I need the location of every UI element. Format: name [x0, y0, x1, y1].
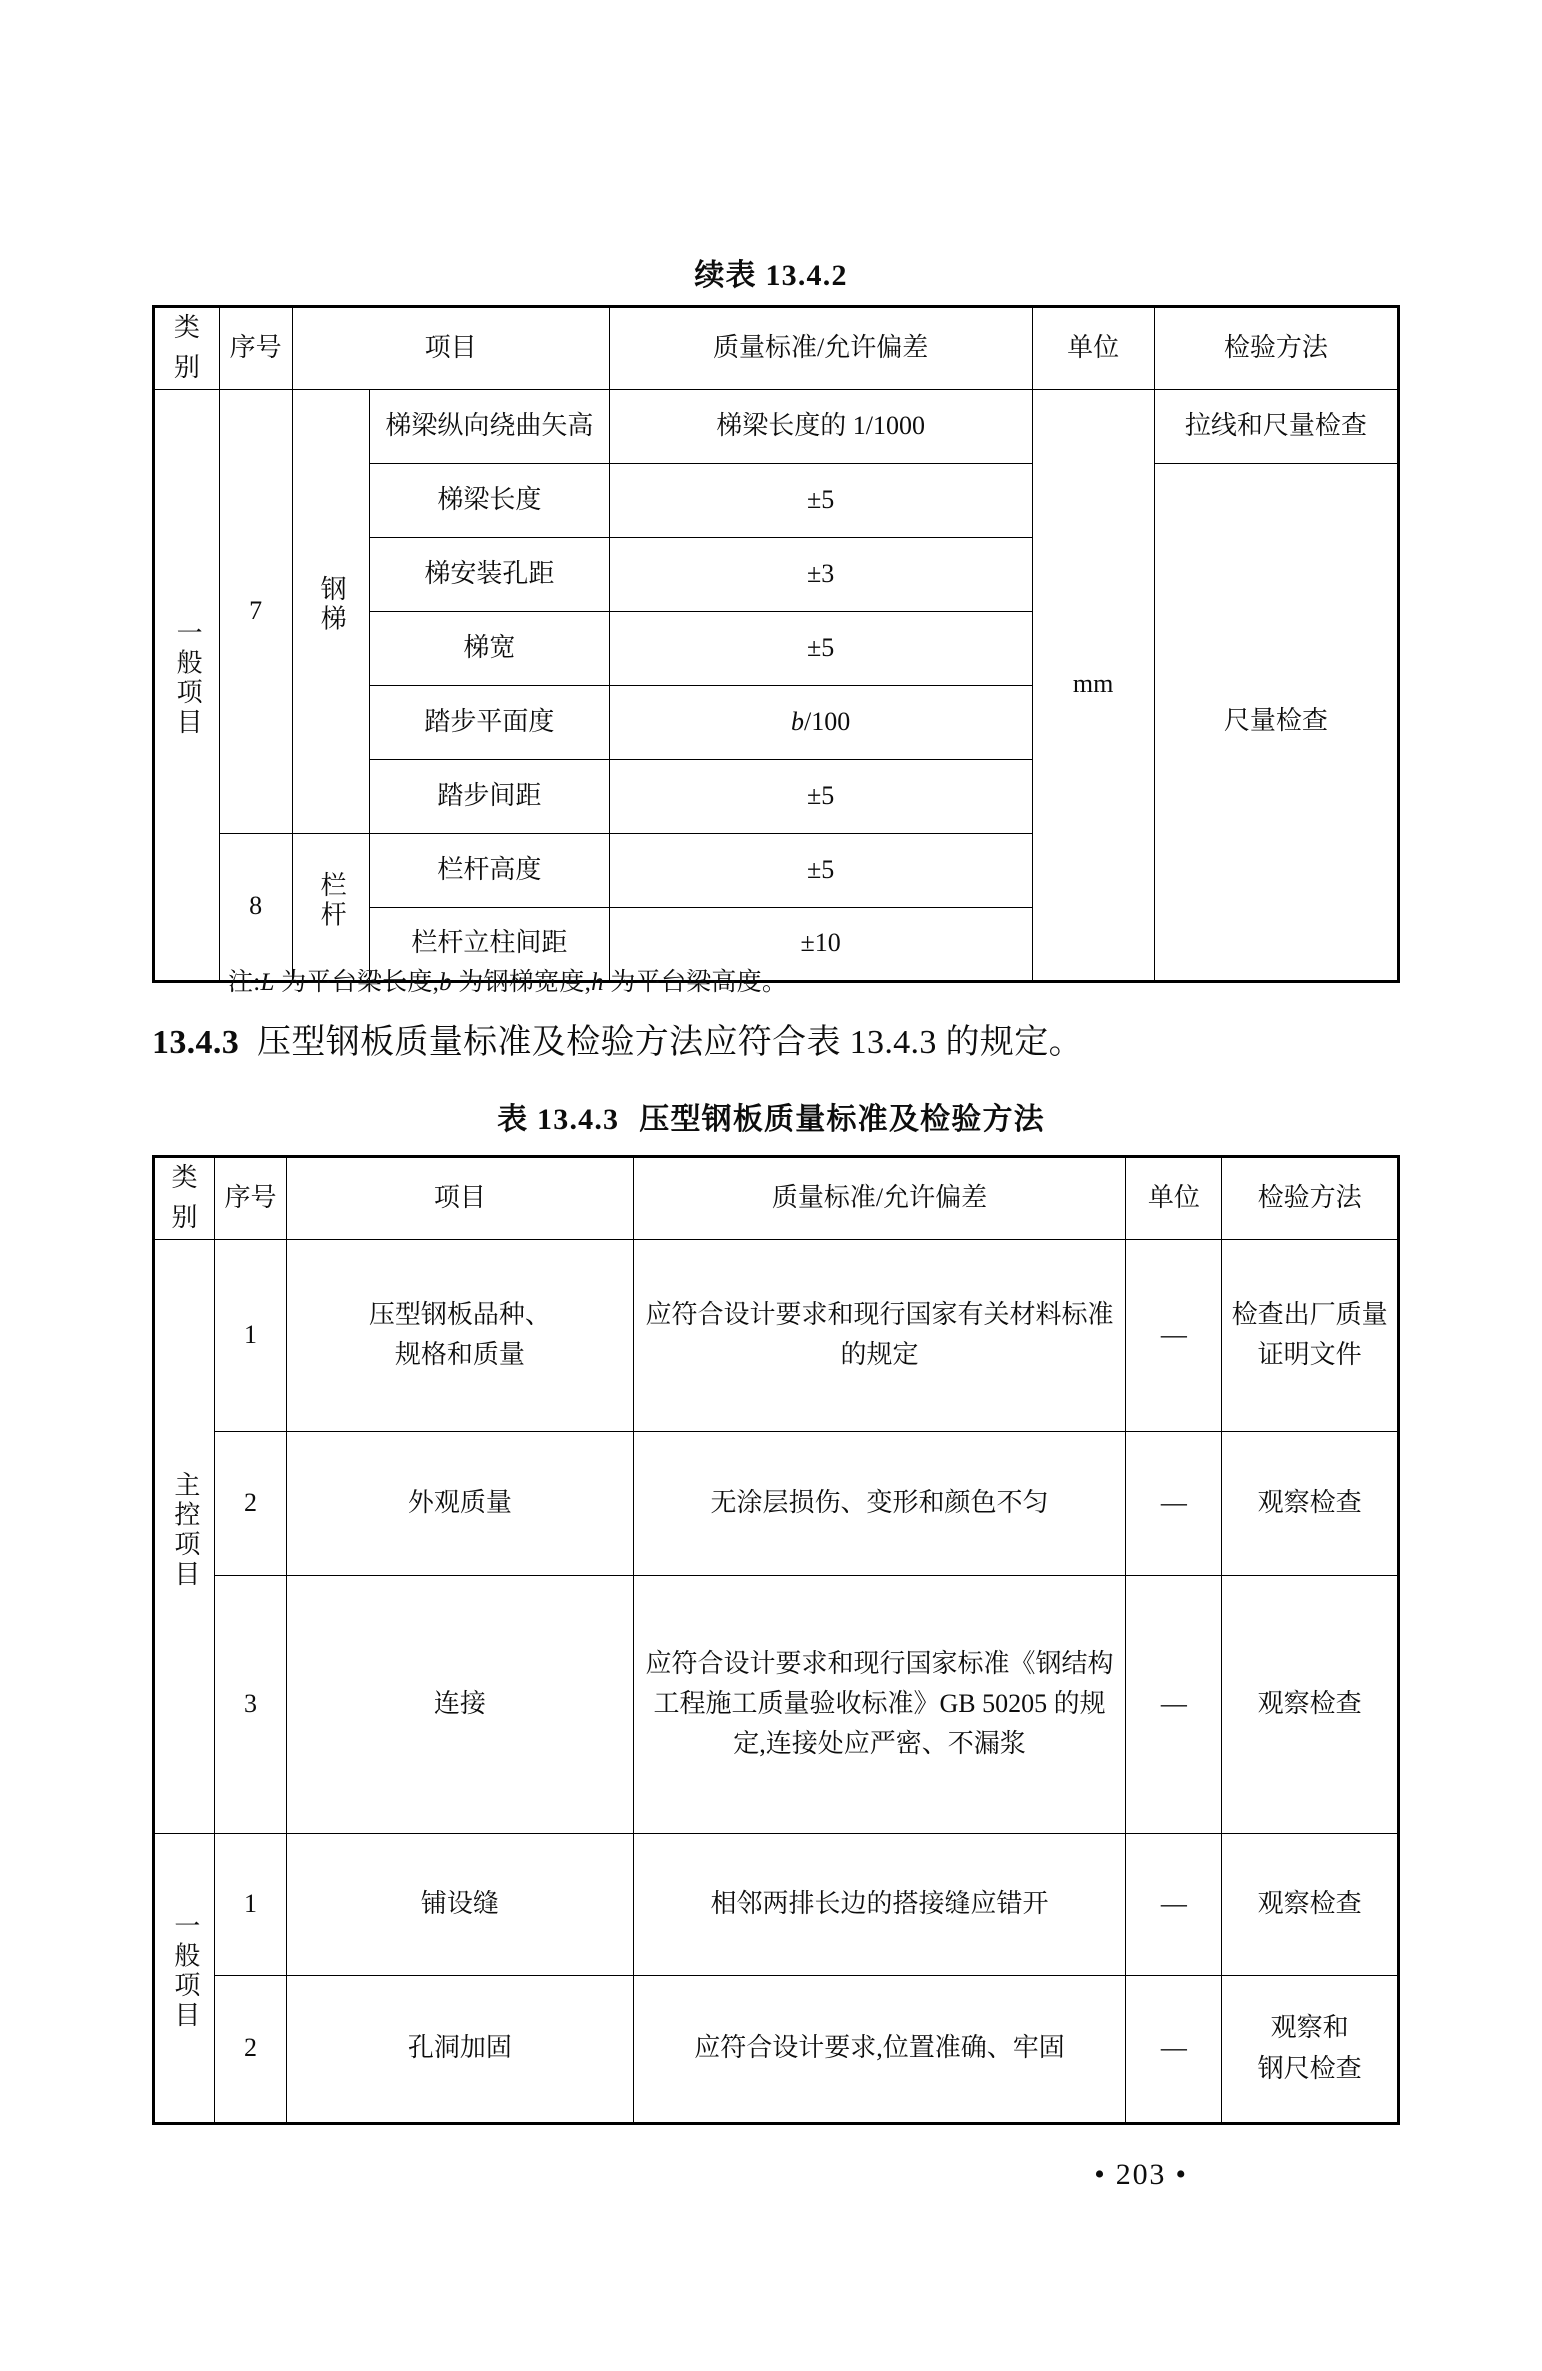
standard-cell: 无涂层损伤、变形和颜色不匀 — [633, 1431, 1126, 1575]
item-cell — [286, 1239, 633, 1431]
item-cell: 栏杆立柱间距 — [370, 907, 610, 981]
unit-cell: — — [1126, 1239, 1222, 1431]
method-cell: 观察检查 — [1222, 1833, 1399, 1975]
table-13-4-2 — [152, 305, 1400, 983]
standard-cell: ±5 — [609, 759, 1032, 833]
serial-cell: 2 — [215, 1975, 287, 2123]
serial-cell: 1 — [215, 1239, 287, 1431]
column-header-unit: 单位 — [1126, 1157, 1222, 1240]
table-row — [154, 1239, 1399, 1431]
subgroup-cell-railing — [292, 833, 370, 981]
column-header-item: 项目 — [292, 307, 609, 390]
page-number: • 203 • — [1094, 2158, 1188, 2191]
category-label-vertical: 主控项目 — [170, 1470, 200, 1590]
unit-cell: — — [1126, 1575, 1222, 1833]
unit-cell: — — [1126, 1833, 1222, 1975]
continued-table-caption: 续表 13.4.2 — [694, 259, 848, 292]
subgroup-cell-steel-ladder — [292, 389, 370, 833]
method-cell-ruler-check: 尺量检查 — [1154, 463, 1398, 981]
item-cell: 外观质量 — [286, 1431, 633, 1575]
standard-cell: 应符合设计要求和现行国家标准《钢结构工程施工质量验收标准》GB 50205 的规定,连接处应严密、不漏浆 — [633, 1575, 1126, 1833]
column-header-method: 检验方法 — [1154, 307, 1398, 390]
table-13-4-3 — [152, 1155, 1400, 2125]
item-cell: 铺设缝 — [286, 1833, 633, 1975]
serial-cell-8: 8 — [219, 833, 292, 981]
table-row — [154, 1431, 1399, 1575]
subgroup-label-vertical: 栏杆 — [317, 870, 347, 931]
item-line-2: 规格和质量 — [394, 1340, 525, 1370]
table-row — [154, 1975, 1399, 2123]
category-label-vertical: 一般项目 — [170, 1912, 200, 2031]
column-header-category: 类别 — [154, 307, 220, 390]
column-header-serial: 序号 — [215, 1157, 287, 1240]
caption-title: 压型钢板质量标准及检验方法 — [639, 1103, 1045, 1136]
serial-cell-7: 7 — [219, 389, 292, 833]
table-row — [154, 1833, 1399, 1975]
category-cell-general — [154, 389, 220, 981]
method-cell: 观察检查 — [1222, 1575, 1399, 1833]
column-header-serial: 序号 — [219, 307, 292, 390]
column-header-method: 检验方法 — [1222, 1157, 1399, 1240]
column-header-item: 项目 — [286, 1157, 633, 1240]
item-cell: 连接 — [286, 1575, 633, 1833]
subgroup-label-vertical: 钢梯 — [317, 575, 347, 635]
category-cell-general — [154, 1833, 215, 2123]
item-cell: 梯宽 — [370, 611, 610, 685]
column-header-standard: 质量标准/允许偏差 — [633, 1157, 1126, 1240]
unit-cell: — — [1126, 1975, 1222, 2123]
standard-cell: 应符合设计要求和现行国家有关材料标准的规定 — [633, 1239, 1126, 1431]
clause-body-text: 压型钢板质量标准及检验方法应符合表 13.4.3 的规定。 — [257, 1024, 1083, 1061]
standard-cell: ±3 — [609, 537, 1032, 611]
column-header-unit: 单位 — [1032, 307, 1154, 390]
method-line-1: 检查出厂质量 — [1231, 1299, 1388, 1329]
caption-number: 表 13.4.3 — [497, 1103, 620, 1136]
standard-cell — [609, 685, 1032, 759]
item-cell: 梯梁长度 — [370, 463, 610, 537]
note-symbol-L: L — [260, 969, 275, 996]
item-cell: 踏步平面度 — [370, 685, 610, 759]
table-row — [154, 1575, 1399, 1833]
standard-cell: 应符合设计要求,位置准确、牢固 — [633, 1975, 1126, 2123]
note-text-part-2: 为钢梯宽度, — [451, 969, 592, 996]
category-label-vertical: 一般项目 — [173, 619, 203, 738]
standard-symbol-b: b — [790, 706, 804, 736]
serial-cell: 1 — [215, 1833, 287, 1975]
clause-paragraph — [152, 1020, 1402, 1066]
standard-cell: 相邻两排长边的搭接缝应错开 — [633, 1833, 1126, 1975]
standard-cell: ±10 — [609, 907, 1032, 981]
page-footer — [0, 2158, 1542, 2192]
note-symbol-h: h — [591, 969, 604, 996]
category-cell-key-control — [154, 1239, 215, 1833]
serial-cell: 3 — [215, 1575, 287, 1833]
note-text-part-3: 为平台梁高度。 — [603, 969, 788, 996]
unit-cell-mm: mm — [1032, 389, 1154, 981]
item-line-1: 压型钢板品种、 — [368, 1299, 551, 1329]
clause-number: 13.4.3 — [152, 1024, 240, 1061]
item-cell: 孔洞加固 — [286, 1975, 633, 2123]
column-header-category: 类别 — [154, 1157, 215, 1240]
note-prefix: 注: — [228, 969, 261, 996]
method-cell-pull-line-and-ruler: 拉线和尺量检查 — [1154, 389, 1398, 463]
method-line-2: 证明文件 — [1257, 1340, 1362, 1370]
item-cell: 梯梁纵向绕曲矢高 — [370, 389, 610, 463]
standard-cell: ±5 — [609, 611, 1032, 685]
standard-cell: ±5 — [609, 463, 1032, 537]
method-cell: 观察检查 — [1222, 1431, 1399, 1575]
table-header-row — [154, 307, 1399, 390]
table-row — [154, 389, 1399, 463]
table-header-row — [154, 1157, 1399, 1240]
item-cell: 栏杆高度 — [370, 833, 610, 907]
method-line-2: 钢尺检查 — [1257, 2053, 1362, 2083]
method-line-1: 观察和 — [1270, 2013, 1349, 2043]
method-cell — [1222, 1975, 1399, 2123]
unit-cell: — — [1126, 1431, 1222, 1575]
table-13-4-3-caption — [0, 1094, 1542, 1138]
table-note — [228, 962, 787, 998]
item-cell: 踏步间距 — [370, 759, 610, 833]
standard-cell: 梯梁长度的 1/1000 — [609, 389, 1032, 463]
note-text-part-1: 为平台梁长度, — [274, 969, 440, 996]
standard-divisor: /100 — [803, 706, 851, 736]
item-cell: 梯安装孔距 — [370, 537, 610, 611]
note-symbol-b: b — [439, 969, 452, 996]
method-cell — [1222, 1239, 1399, 1431]
column-header-standard: 质量标准/允许偏差 — [609, 307, 1032, 390]
standard-cell: ±5 — [609, 833, 1032, 907]
serial-cell: 2 — [215, 1431, 287, 1575]
